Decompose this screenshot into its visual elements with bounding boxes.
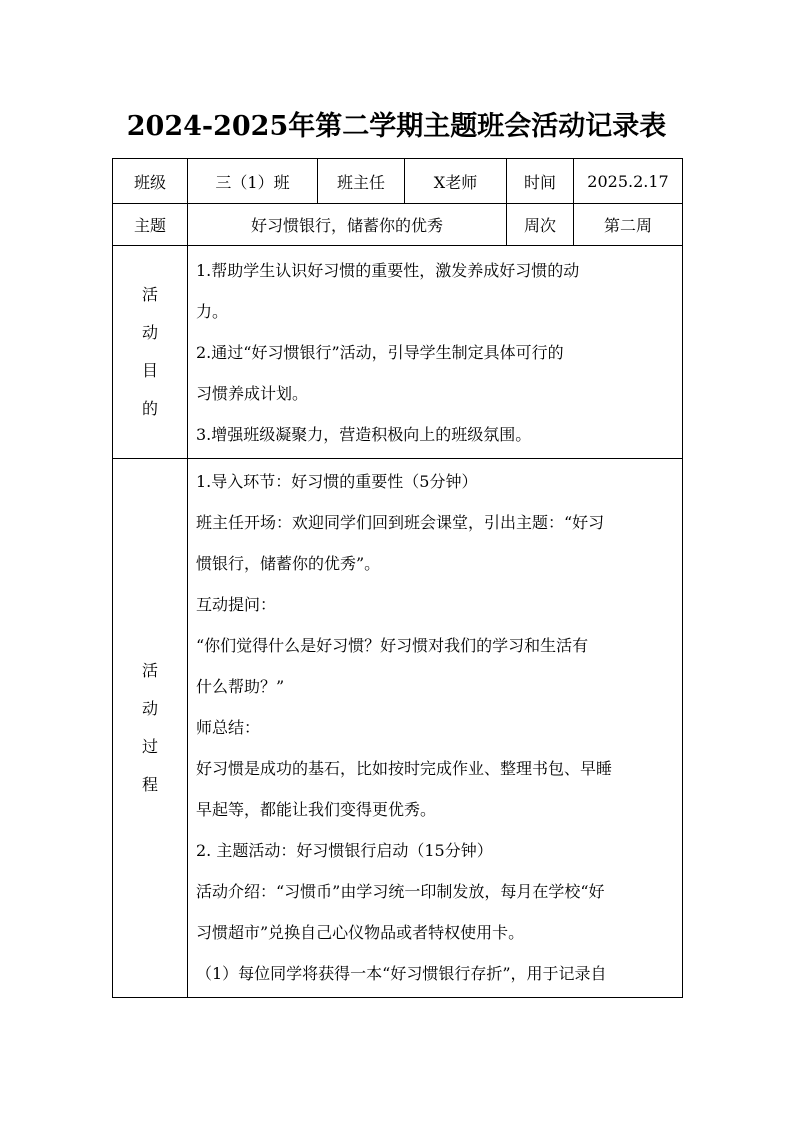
document-title: 2024-2025年第二学期主题班会活动记录表	[126, 111, 667, 142]
theme-value: 好习惯银行，储蓄你的优秀	[188, 204, 507, 246]
purpose-label-char: 活	[141, 285, 158, 304]
process-line: 班主任开场：欢迎同学们回到班会课堂，引出主题：“好习	[196, 513, 605, 532]
purpose-content	[188, 246, 683, 459]
teacher-label: 班主任	[318, 159, 405, 204]
process-label-char: 过	[141, 737, 158, 756]
purpose-line: 习惯养成计划。	[196, 384, 309, 403]
purpose-line: 2.通过“好习惯银行”活动，引导学生制定具体可行的	[196, 343, 564, 362]
process-content	[188, 459, 683, 998]
class-value: 三（1）班	[188, 159, 318, 204]
activity-record-table	[112, 158, 683, 998]
purpose-label-char: 目	[141, 361, 158, 380]
process-line: 什么帮助？”	[196, 677, 285, 696]
process-line: “你们觉得什么是好习惯？好习惯对我们的学习和生活有	[196, 636, 589, 655]
process-line: 互动提问：	[196, 595, 277, 614]
purpose-row	[113, 246, 683, 459]
teacher-value: X老师	[405, 159, 507, 204]
purpose-label	[113, 246, 188, 459]
theme-label: 主题	[113, 204, 188, 246]
info-row	[113, 159, 683, 204]
process-line: 好习惯是成功的基石，比如按时完成作业、整理书包、早睡	[196, 759, 613, 778]
process-label-char: 程	[141, 775, 158, 794]
class-label: 班级	[113, 159, 188, 204]
purpose-label-char: 动	[141, 323, 158, 342]
process-line: 习惯超市”兑换自己心仪物品或者特权使用卡。	[196, 923, 525, 942]
week-value: 第二周	[574, 204, 683, 246]
process-line: 活动介绍：“习惯币”由学习统一印制发放，每月在学校“好	[196, 882, 605, 901]
process-line: 师总结：	[196, 718, 261, 737]
purpose-line: 3.增强班级凝聚力，营造积极向上的班级氛围。	[196, 425, 532, 444]
theme-row	[113, 204, 683, 246]
purpose-label-char: 的	[141, 399, 158, 418]
process-line: 惯银行，储蓄你的优秀”。	[196, 554, 381, 573]
week-label: 周次	[507, 204, 574, 246]
time-label: 时间	[507, 159, 574, 204]
time-value: 2025.2.17	[574, 159, 683, 204]
process-line: （1）每位同学将获得一本“好习惯银行存折”，用于记录自	[196, 964, 607, 983]
purpose-line: 力。	[196, 302, 229, 321]
process-label	[113, 459, 188, 998]
process-line: 1.导入环节：好习惯的重要性（5分钟）	[196, 472, 478, 491]
process-line: 2. 主题活动：好习惯银行启动（15分钟）	[196, 841, 493, 860]
process-label-char: 活	[141, 661, 158, 680]
process-line: 早起等，都能让我们变得更优秀。	[196, 800, 437, 819]
process-label-char: 动	[141, 699, 158, 718]
purpose-line: 1.帮助学生认识好习惯的重要性，激发养成好习惯的动	[196, 261, 580, 280]
process-row	[113, 459, 683, 998]
